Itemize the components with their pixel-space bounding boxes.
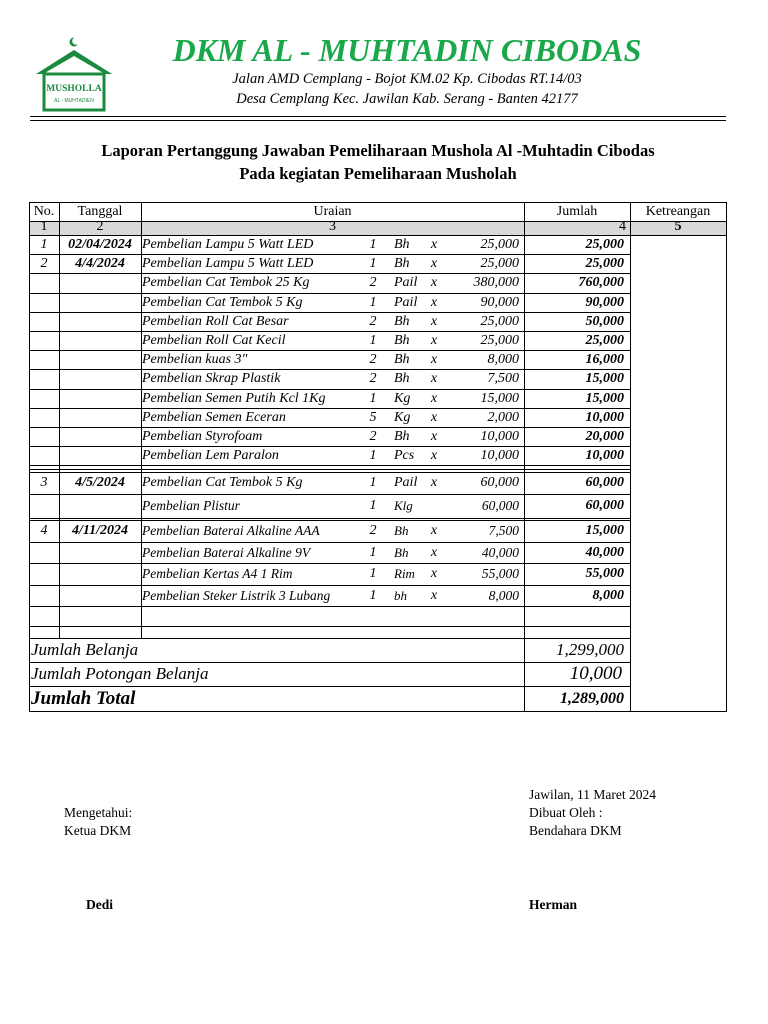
subtotal-value: 1,299,000 (556, 640, 624, 659)
row-total: 15,000 (585, 391, 624, 406)
row-x (427, 494, 441, 518)
row-no (29, 331, 59, 350)
left-role: Ketua DKM (64, 823, 132, 838)
row-line (29, 469, 630, 470)
row-no (29, 585, 59, 606)
report-title: Laporan Pertanggung Jawaban Pemeliharaan Mushola Al -Muhtadin Cibodas (101, 141, 655, 160)
row-item: Pembelian Cat Tembok 5 Kg (142, 475, 303, 490)
row-no (29, 494, 59, 518)
row-unit: Klg (394, 498, 413, 513)
org-name: DKM AL - MUHTADIN CIBODAS (172, 32, 642, 68)
row-date (61, 389, 139, 408)
row-price: 2,000 (487, 410, 519, 425)
row-item: Pembelian Semen Putih Kcl 1Kg (142, 391, 326, 406)
row-total: 90,000 (585, 295, 624, 310)
row-no (29, 369, 59, 389)
row-unit: Kg (394, 391, 411, 406)
row-total: 60,000 (585, 498, 624, 513)
row-x: x (430, 475, 438, 490)
row-qty: 1 (369, 448, 377, 463)
row-price: 10,000 (480, 429, 519, 444)
row-item: Pembelian Kertas A4 1 Rim (142, 566, 293, 581)
row-x: x (430, 275, 438, 290)
row-item: Pembelian Cat Tembok 25 Kg (142, 275, 310, 290)
row-price: 25,000 (480, 237, 519, 252)
row-date (61, 331, 139, 350)
right-intro: Dibuat Oleh : (529, 805, 603, 820)
row-unit: Kg (394, 410, 411, 425)
address-line1: Jalan AMD Cemplang - Bojot KM.02 Kp. Cibodas RT.14/03 (232, 71, 582, 87)
row-unit: Bh (394, 371, 410, 386)
right-role: Bendahara DKM (529, 823, 622, 838)
crescent-star-icon (70, 37, 80, 46)
row-date (61, 312, 139, 331)
row-no (29, 427, 59, 446)
header-note: Ketreangan (645, 204, 711, 219)
row-date: 02/04/2024 (68, 237, 132, 252)
row-total: 20,000 (585, 429, 624, 444)
row-x: x (430, 371, 438, 386)
header-rule-thin (30, 120, 726, 121)
row-price: 15,000 (480, 391, 519, 406)
row-total: 15,000 (585, 371, 624, 386)
row-x: x (430, 237, 438, 252)
colnum-3: 3 (329, 219, 336, 234)
row-total: 10,000 (585, 448, 624, 463)
row-total: 16,000 (585, 352, 624, 367)
col-line (630, 202, 631, 711)
header-rule-thick (30, 116, 726, 117)
row-price: 40,000 (481, 545, 519, 560)
row-no (29, 293, 59, 312)
row-item: Pembelian Semen Eceran (142, 410, 286, 425)
row-x: x (430, 448, 438, 463)
row-date (61, 273, 139, 293)
row-unit: Bh (394, 429, 410, 444)
right-signer-name: Herman (529, 897, 577, 912)
row-item: Pembelian Styrofoam (142, 429, 263, 444)
row-price: 90,000 (480, 295, 519, 310)
row-item: Pembelian Plistur (142, 498, 240, 513)
row-item: Pembelian Baterai Alkaline 9V (142, 545, 311, 560)
row-unit: Pcs (394, 448, 415, 463)
row-item: Pembelian Baterai Alkaline AAA (142, 523, 320, 538)
row-no: 4 (40, 523, 48, 538)
row-x: x (430, 333, 438, 348)
row-unit: Pail (394, 275, 418, 290)
row-total: 50,000 (585, 314, 624, 329)
row-unit: bh (394, 588, 407, 603)
row-qty: 1 (369, 498, 377, 513)
row-no (29, 563, 59, 585)
row-item: Pembelian Lampu 5 Watt LED (142, 237, 314, 252)
row-qty: 1 (369, 588, 377, 603)
header-amount: Jumlah (556, 204, 598, 219)
row-no: 2 (40, 256, 48, 271)
row-x: x (430, 429, 438, 444)
row-unit: Bh (394, 523, 409, 538)
total-value: 1,289,000 (560, 690, 624, 707)
row-qty: 1 (369, 256, 377, 271)
row-unit: Pail (394, 475, 418, 490)
row-total: 40,000 (585, 545, 624, 560)
logo-subtext: AL - MUHTADIEN (54, 98, 94, 104)
row-item: Pembelian Skrap Plastik (142, 371, 281, 386)
row-price: 25,000 (480, 256, 519, 271)
row-no (29, 312, 59, 331)
address-line2: Desa Cemplang Kec. Jawilan Kab. Serang - Banten 42177 (236, 91, 578, 107)
row-date (61, 427, 139, 446)
row-qty: 5 (369, 410, 377, 425)
row-total: 55,000 (585, 566, 624, 581)
row-date (61, 563, 139, 585)
row-qty: 1 (369, 545, 377, 560)
row-date (61, 494, 139, 518)
row-qty: 2 (369, 371, 377, 386)
place-date: Jawilan, 11 Maret 2024 (529, 787, 656, 802)
row-price: 7,500 (487, 371, 519, 386)
row-line (29, 465, 630, 466)
row-line (29, 626, 630, 627)
row-qty: 1 (369, 391, 377, 406)
header-desc: Uraian (313, 204, 352, 219)
row-date: 4/4/2024 (75, 256, 125, 271)
row-unit: Bh (394, 256, 410, 271)
row-qty: 1 (369, 333, 377, 348)
row-unit: Pail (394, 295, 418, 310)
row-price: 25,000 (480, 314, 519, 329)
col-line (59, 202, 60, 638)
musholla-logo (34, 36, 114, 112)
row-qty: 2 (369, 429, 377, 444)
row-total: 25,000 (585, 256, 624, 271)
row-line (29, 606, 630, 607)
row-price: 7,500 (488, 523, 519, 538)
row-qty: 1 (369, 475, 377, 490)
row-no: 1 (40, 237, 48, 252)
row-x: x (430, 566, 438, 581)
row-date (61, 446, 139, 465)
row-qty: 1 (369, 295, 377, 310)
row-unit: Bh (394, 545, 409, 560)
row-price: 25,000 (480, 333, 519, 348)
row-item: Pembelian Cat Tembok 5 Kg (142, 295, 303, 310)
row-x: x (430, 545, 438, 560)
row-unit: Bh (394, 314, 410, 329)
row-date (61, 293, 139, 312)
row-price: 380,000 (473, 275, 519, 290)
row-price: 55,000 (481, 566, 519, 581)
row-x: x (430, 352, 438, 367)
colnum-4: 4 (619, 219, 626, 234)
row-no (29, 350, 59, 369)
colnum-5: 5 (674, 219, 682, 234)
row-total: 760,000 (578, 275, 624, 290)
row-date (61, 408, 139, 427)
row-price: 8,000 (487, 352, 519, 367)
row-qty: 2 (369, 314, 377, 329)
left-intro: Mengetahui: (64, 805, 133, 820)
row-no (29, 389, 59, 408)
row-unit: Rim (394, 566, 415, 581)
row-x: x (430, 410, 438, 425)
row-no (29, 542, 59, 563)
row-qty: 2 (369, 352, 377, 367)
row-date (61, 542, 139, 563)
discount-label: Jumlah Potongan Belanja (31, 664, 209, 683)
row-item: Pembelian Roll Cat Kecil (142, 333, 286, 348)
row-no: 3 (40, 475, 48, 490)
logo-text: MUSHOLLA (46, 84, 102, 94)
row-date (61, 350, 139, 369)
row-item: Pembelian Lem Paralon (142, 448, 279, 463)
row-total: 25,000 (585, 333, 624, 348)
subtotal-label: Jumlah Belanja (31, 640, 139, 659)
report-subtitle: Pada kegiatan Pemeliharaan Musholah (239, 164, 517, 183)
row-x: x (430, 314, 438, 329)
header-date: Tanggal (77, 204, 123, 219)
row-price: 8,000 (488, 588, 519, 603)
row-date (61, 585, 139, 606)
row-no (29, 446, 59, 465)
row-date (61, 369, 139, 389)
colnum-2: 2 (96, 219, 104, 234)
roof-icon (36, 50, 112, 74)
row-qty: 2 (369, 523, 377, 538)
header-no: No. (33, 204, 55, 219)
row-item: Pembelian kuas 3" (142, 352, 248, 367)
discount-value: 10,000 (569, 663, 622, 684)
row-line (29, 518, 630, 519)
row-item: Pembelian Lampu 5 Watt LED (142, 256, 314, 271)
row-total: 15,000 (585, 523, 624, 538)
row-qty: 1 (369, 566, 377, 581)
row-x: x (430, 588, 438, 603)
row-date: 4/5/2024 (75, 475, 125, 490)
row-x: x (430, 391, 438, 406)
left-signer-name: Dedi (86, 897, 113, 912)
row-no (29, 273, 59, 293)
row-total: 60,000 (585, 475, 624, 490)
row-unit: Bh (394, 237, 410, 252)
colnum-1: 1 (40, 219, 48, 234)
row-x: x (430, 295, 438, 310)
row-date: 4/11/2024 (71, 523, 128, 538)
expense-table (29, 202, 726, 712)
total-label: Jumlah Total (31, 688, 136, 709)
row-item: Pembelian Roll Cat Besar (142, 314, 289, 329)
row-total: 25,000 (585, 237, 624, 252)
row-price: 10,000 (480, 448, 519, 463)
row-unit: Bh (394, 333, 410, 348)
row-price: 60,000 (480, 475, 519, 490)
row-unit: Bh (394, 352, 410, 367)
row-item: Pembelian Steker Listrik 3 Lubang (142, 588, 331, 603)
row-total: 10,000 (585, 410, 624, 425)
row-total: 8,000 (592, 588, 624, 603)
row-qty: 2 (369, 275, 377, 290)
row-qty: 1 (369, 237, 377, 252)
row-price: 60,000 (481, 498, 519, 513)
row-x: x (430, 256, 438, 271)
row-x: x (430, 523, 438, 538)
row-no (29, 408, 59, 427)
